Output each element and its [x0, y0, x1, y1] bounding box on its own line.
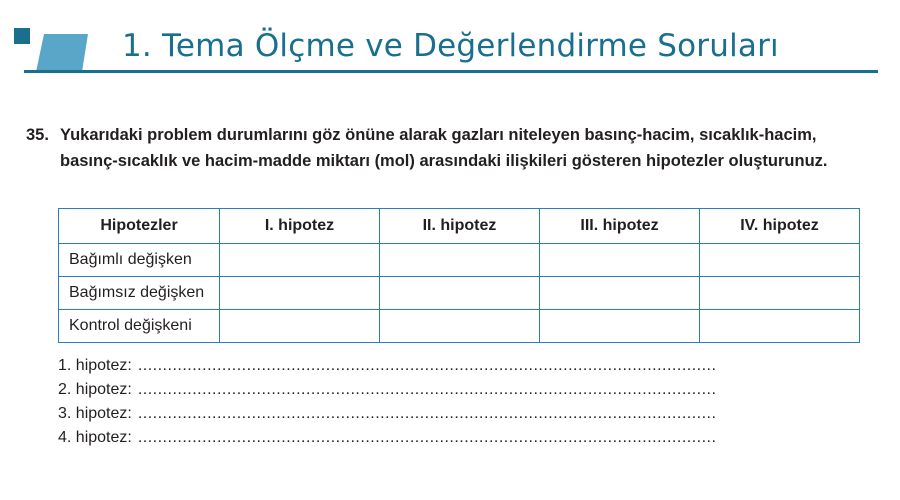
table-row: [59, 310, 860, 343]
answer-dotted-line: .....................................................................................................................: [137, 381, 717, 398]
question-text: Yukarıdaki problem durumlarını göz önüne alarak gazları niteleyen basınç-hacim, sıcaklık-hacim, basınç-sıcaklık ve hacim-madde miktarı (mol) arasındaki ilişkileri gösteren hipotezler oluşturunuz.: [60, 126, 828, 170]
answer-cell[interactable]: [380, 277, 540, 310]
badge-small-square: [14, 28, 30, 44]
hypothesis-answer-lines: [58, 354, 858, 450]
column-header-hipotez-2: II. hipotez: [380, 209, 540, 244]
answer-cell[interactable]: [700, 310, 860, 343]
row-label-bagimsiz: Bağımsız değişken: [59, 277, 220, 310]
answer-dotted-line: .....................................................................................................................: [137, 405, 717, 422]
page-title: 1. Tema Ölçme ve Değerlendirme Soruları: [122, 28, 779, 64]
answer-cell[interactable]: [220, 244, 380, 277]
answer-label: 2. hipotez:: [58, 381, 132, 398]
table-row: [59, 244, 860, 277]
answer-line-4[interactable]: [58, 426, 858, 450]
table-row: [59, 277, 860, 310]
column-header-hipotez-1: I. hipotez: [220, 209, 380, 244]
answer-cell[interactable]: [540, 310, 700, 343]
answer-cell[interactable]: [700, 244, 860, 277]
question-number: 35.: [26, 126, 49, 144]
answer-cell[interactable]: [380, 310, 540, 343]
answer-cell[interactable]: [540, 244, 700, 277]
answer-cell[interactable]: [700, 277, 860, 310]
column-header-hipotezler: Hipotezler: [59, 209, 220, 244]
row-label-kontrol: Kontrol değişkeni: [59, 310, 220, 343]
hypothesis-table: [58, 208, 860, 343]
answer-cell[interactable]: [220, 310, 380, 343]
answer-line-3[interactable]: [58, 402, 858, 426]
question-35: [26, 122, 876, 174]
answer-cell[interactable]: [540, 277, 700, 310]
answer-cell[interactable]: [380, 244, 540, 277]
parallelogram-badge-icon: [14, 28, 94, 72]
column-header-hipotez-4: IV. hipotez: [700, 209, 860, 244]
table-header-row: [59, 209, 860, 244]
answer-label: 4. hipotez:: [58, 429, 132, 446]
answer-label: 3. hipotez:: [58, 405, 132, 422]
answer-dotted-line: .....................................................................................................................: [137, 429, 717, 446]
title-divider: [24, 70, 878, 73]
answer-cell[interactable]: [220, 277, 380, 310]
column-header-hipotez-3: III. hipotez: [540, 209, 700, 244]
row-label-bagimli: Bağımlı değişken: [59, 244, 220, 277]
answer-label: 1. hipotez:: [58, 357, 132, 374]
answer-line-2[interactable]: [58, 378, 858, 402]
answer-dotted-line: .....................................................................................................................: [137, 357, 717, 374]
badge-parallelogram: [36, 34, 88, 72]
answer-line-1[interactable]: [58, 354, 858, 378]
